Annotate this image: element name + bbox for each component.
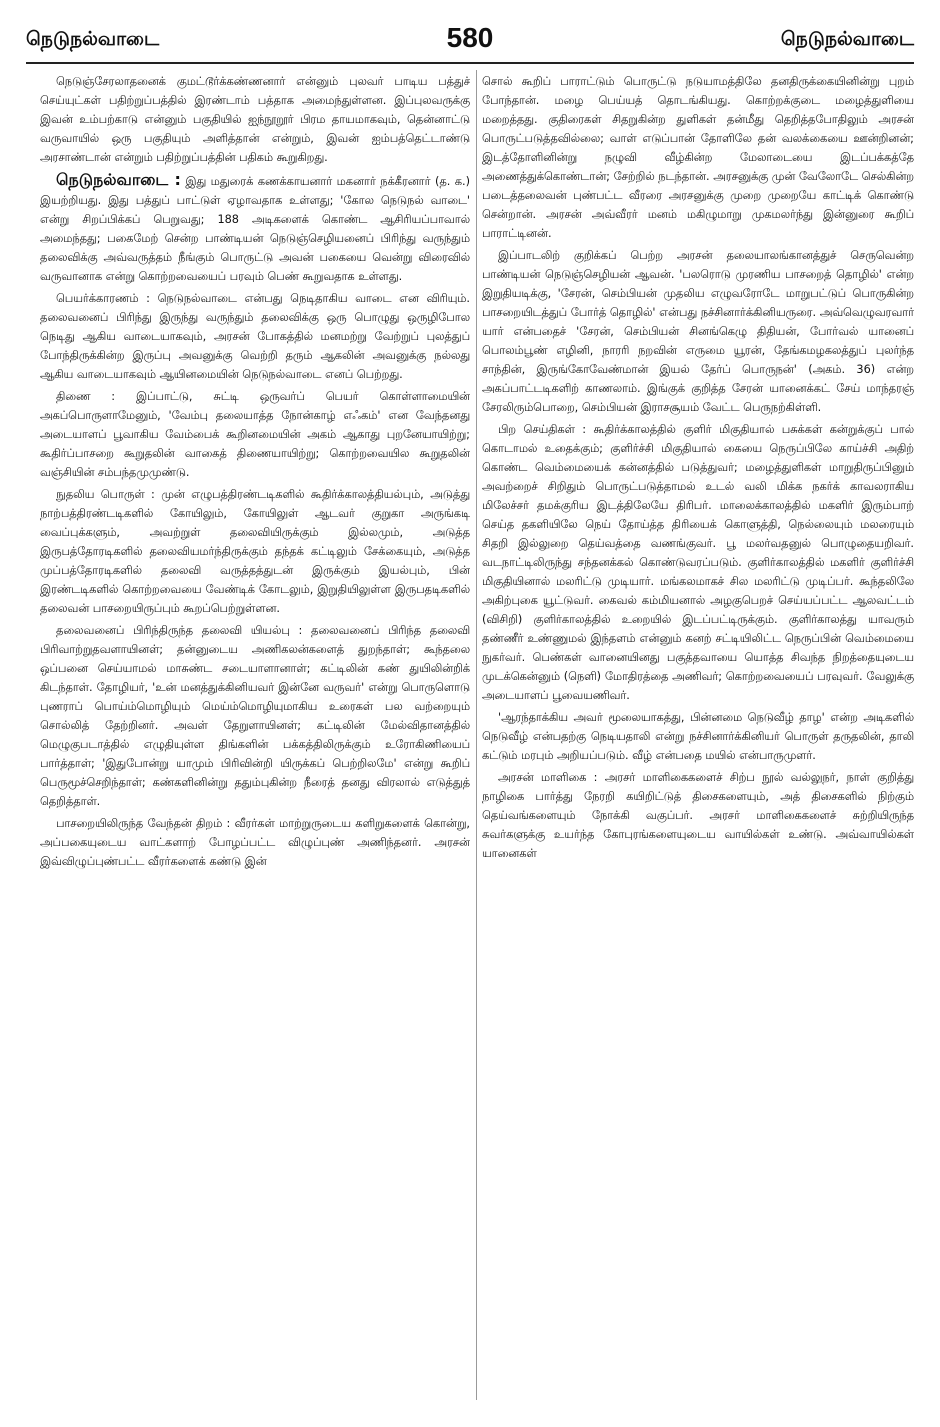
section-paragraph bbox=[40, 170, 470, 286]
running-title-left: நெடுநல்வாடை bbox=[26, 28, 160, 50]
paragraph-text: இது மதுரைக் கணக்காயனார் மகனார் நக்கீரனார் (த. க.) இயற்றியது. இது பத்துப் பாட்டுள் ஏழாவதாக உள்ளது; 'கோல நெடுநல் வாடை' என்று சிறப்பிக்கப் பெறுவது; 188 அடிகளைக் கொண்ட ஆசிரியப்பாவால் அமைந்தது; பகைமேற் சென்ற பாண்டியன் நெடுஞ்செழியனைப் பிரிந்து வருந்தும் தலைவிக்கு அவ்வருத்தம் நீங்கும் பொருட்டு அவன் பகையை வென்று விரைவில் வருவானாக என்று கொற்றவையைப் பரவும் பெண் கூறுவதாக உள்ளது. bbox=[40, 175, 470, 283]
paragraph: தலைவனைப் பிரிந்திருந்த தலைவி யியல்பு : தலைவனைப் பிரிந்த தலைவி பிரிவாற்றுதவளாயினள்; தன்னுடைய அணிகலன்களைத் துறந்தாள்; கூந்தலை ஒப்பனை செய்யாமல் மாசுண்ட சடையாளானாள்; கட்டிலின் கண் துயிலின்றிக் கிடந்தாள். தோழியர், 'உன் மனத்துக்கினியவர் இன்னே வருவர்' என்று பொருளொடு புணராப் பொய்ம்மொழியும் மெய்ம்மொழியுமாகிய உரைகள் பல வற்றையும் சொல்லித் தேற்றினர். அவள் தேறுளாயினள்; கட்டிலின் மேல்விதானத்தில் மெழுகுபடாத்தில் எழுதியுள்ள திங்களின் பக்கத்திலிருக்கும் உரோகிணியைப் பார்த்தாள்; 'இதுபோன்று யாமும் பிரிவின்றி யிருக்கப் பெற்றிலமே' என்று கூறிப் பெருமூச்செறிந்தாள்; கண்களினின்று ததும்புகின்ற நீரைத் தனது விரலால் எடுத்துத் தெறித்தாள். bbox=[40, 624, 470, 808]
paragraph: அரசன் மாளிகை : அரசர் மாளிகைகளைச் சிற்ப நூல் வல்லுநர், நாள் குறித்து நாழிகை பார்த்து நேரறி கயிறிட்டுத் திசைகளையும், அத் திசைகளில் நிற்கும் தெய்வங்களையும் நோக்கி வகுப்பர். அரசர் மாளிகைகளைச் சுற்றியிருந்த சுவர்களுக்கு உயர்ந்த கோபுரங்களையுடைய வாயில்கள் உண்டு. அவ்வாயில்கள் யானைகள் bbox=[482, 771, 914, 860]
paragraph: இப்பாடலிற் குறிக்கப் பெற்ற அரசன் தலையாலங்கானத்துச் செருவென்ற பாண்டியன் நெடுஞ்செழியன் ஆவன். 'பலரொடு முரணிய பாசறைத் தொழில்' என்ற இறுதியடிக்கு, 'சேரன், செம்பியன் முதலிய எழுவரோடே மாறுபட்டுப் பொருகின்ற பாசறையிடத்துப் போர்த் தொழில்' என்பது நச்சினார்க்கினியருரை. அவ்வெழுவரவார் யார் என்பதைச் 'சேரன், செம்பியன் சினங்கெழு திதியன், போர்வல் யானைப் பொலம்பூண் எழினி, நாரரி நறவின் எருமை யூரன், தேங்கமழகலத்துப் புலர்ந்த சாந்தின், இருங்கோவேண்மான் இயல் தேர்ப் பொருநன்' (அகம். 36) என்ற அகப்பாட்டடிகளிற் காணலாம். இங்குக் குறித்த சேரன் யானைக்கட் சேய் மாந்தரஞ் சேரலிரும்பொறை, செம்பியன் இராசசூயம் வேட்ட பெருநற்கிள்ளி. bbox=[482, 249, 914, 414]
header-rule bbox=[26, 62, 914, 64]
left-column bbox=[40, 72, 470, 1412]
quote-paragraph: 'ஆரந்தாக்கிய அவர் மூலையாகத்து, பின்னமை நெடுவீழ் தாழ' என்ற அடிகளில் நெடுவீழ் என்பதற்கு நெடியதாலி என்று நச்சினார்க்கினியர் பொருள் தருதலின், தாலி கட்டும் மரபும் அறியப்படும். வீழ் என்பதை மயில் என்பாருமுளர். bbox=[482, 711, 914, 762]
paragraph: சொல் கூறிப் பாராட்டும் பொருட்டு நடுயாமத்திலே தனதிருக்கையினின்று புறம் போந்தான். மழை பெய்யத் தொடங்கியது. கொற்றக்குடை மழைத்துளியை மறைத்தது. குதிரைகள் சிதறுகின்ற துளிகள் தன்மீது தெறித்தபோதிலும் அரசன் பொருட்படுத்தவில்லை; வாள் எடுப்பான் தோளிலே தன் வலக்கையை ஊன்றினன்; இடத்தோளினின்று நழுவி வீழ்கின்ற மேலாடையை இடப்பக்கத்தே அணைத்துக்கொண்டான்; சேற்றில் நடந்தான். அரசனுக்கு முன் வேலோடே செல்கின்ற படைத்தலைவன் புண்பட்ட வீரரை அரசனுக்கு முறை முறையே காட்டிக் கொண்டு சென்றான். அரசன் அவ்வீரர் மனம் மகிழுமாறு முகமலர்ந்து இன்னுரை கூறிப் பாராட்டினன். bbox=[482, 75, 914, 240]
paragraph: நுதலிய பொருள் : முன் எழுபத்திரண்டடிகளில் கூதிர்க்காலத்தியல்பும், அடுத்து நாற்பத்திரண்டடிகளில் கோயிலும், கோயிலுள் ஆடவர் குறுகா அருங்கடி வைப்புக்களும், அவற்றுள் தலைவியிருக்கும் இல்லமும், அடுத்த இருபத்தோரடிகளில் தலைவியமர்ந்திருக்கும் தந்தக் கட்டிலும் சேக்கையும், அடுத்த முப்பத்தோரடிகளில் தலைவி வருத்தத்துடன் இருக்கும் இயல்பும், பின் இரண்டடிகளில் கொற்றவையை வேண்டிக் கோடலும், இறுதியிலுள்ள இருபதடிகளில் தலைவன் பாசறையிருப்பும் கூறப்பெற்றுள்ளன. bbox=[40, 488, 470, 615]
section-title: நெடுநல்வாடை : bbox=[56, 170, 181, 189]
right-column bbox=[482, 72, 914, 1412]
paragraph: பாசறையிலிருந்த வேந்தன் திறம் : வீரர்கள் மாற்றுருடைய களிறுகளைக் கொன்று, அப்பகையுடைய வாட்களாற் போழப்பட்ட விழுப்புண் அணிந்தனர். அரசன் இவ்விழுப்புண்பட்ட வீரர்களைக் கண்டு இன் bbox=[40, 817, 470, 868]
paragraph: திணை : இப்பாட்டு, சுட்டி ஒருவர்ப் பெயர் கொள்ளாமையின் அகப்பொருளாமேனும், 'வேம்பு தலையாத்த நோன்காழ் எஃகம்' என வேந்தனது அடையாளப் பூவாகிய வேம்பைக் கூறினமையின் அகம் ஆகாது புறனேயாயிற்று; கூதிர்ப்பாசறை கூறுதலின் வாகைத் திணையாயிற்று; கொற்றவையில கூறுதலின் வஞ்சியின் சம்பந்தமுமுண்டு. bbox=[40, 390, 470, 479]
paragraph: பிற செய்திகள் : கூதிர்க்காலத்தில் குளிர் மிகுதியால் பசுக்கள் கன்றுக்குப் பால் கொடாமல் உதைக்கும்; குளிர்ச்சி மிகுதியால் கையை நெருப்பிலே காய்ச்சி அதிற் கொண்ட வெம்மையைக் கன்னத்தில் படுத்துவர்; மழைத்துளிகள் மாறுதிருப்பினும் அவற்றைச் சிறிதும் பொருட்படுத்தாமல் உடல் வலி மிக்க நகர்க் காவலராகிய மிலேச்சர் தமக்குரிய இடத்திலேயே திரிபர். மாலைக்காலத்தில் மகளிர் இரும்பாற் செய்த தகளியிலே நெய் தோய்த்த திரியைக் கொளுத்தி, நெல்லையும் மலரையும் சிதறி இல்லுறை தெய்வத்தை வணங்குவர். பூ மலர்வதனுல் பொழுதையறிவர். வடநாட்டிலிருந்து சந்தனக்கல் கொண்டுவரப்படும். குளிர்காலத்தில் மகளிர் குளிர்ச்சி மிகுதியினால் மலரிட்டு முடியார். மங்கலமாகச் சில மலரிட்டு முடிப்பர். கூந்தலிலே அகிற்புகை யூட்டுவர். கைவல் கம்மியனால் அழகுபெறச் செய்யப்பட்ட ஆலவட்டம் (விசிறி) குளிர்காலத்தில் உறையில் இடப்பட்டிருக்கும். குளிர்காலத்து யாவரும் தண்ணீர் உண்ணுமல் இந்தளம் என்னும் கனற் சட்டியிலிட்ட நெருப்பின் வெம்மையை நுகர்வர். பெண்கள் வானையினது பகுத்தவாயை யொத்த சிவந்த நிறத்தையுடைய முடக்கென்னும் (நெளி) மோதிரத்தை அணிவர்; கொற்றவையைப் பரவுவர். வேலுக்கு அடையாளப் பூவையணிவர். bbox=[482, 423, 914, 702]
page-header bbox=[26, 22, 914, 62]
running-title-right: நெடுநல்வாடை bbox=[780, 28, 914, 50]
column-divider bbox=[476, 70, 477, 1400]
paragraph: நெடுஞ்சேரலாதனைக் குமட்டூர்க்கண்ணனார் என்னும் புலவர் பாடிய பத்துச் செய்யுட்கள் பதிற்றுப்பத்தில் இரண்டாம் பத்தாக அமைந்துள்ளன. இப்புலவருக்கு இவன் உம்பற்காடு என்னும் பகுதியில் ஐந்நூறூர் பிரம தாயமாகவும், தென்னாட்டு வருவாயில் ஒரு பகுதியும் அளித்தான் என்றும், இவன் ஐம்பத்தெட்டாண்டு அரசாண்டான் என்றும் பதிற்றுப்பத்தின் பதிகம் கூறுகிறது. bbox=[40, 75, 470, 164]
page-number: 580 bbox=[446, 22, 494, 53]
paragraph: பெயர்க்காரணம் : நெடுநல்வாடை என்பது நெடிதாகிய வாடை என விரியும். தலைவனைப் பிரிந்து இருந்து வருந்தும் தலைவிக்கு ஒரு பொழுது ஒருழிபோல நெடிது ஆகிய வாடையாகவும், அரசன் போகத்தில் மனமற்று வேற்றுப் புலத்துப் போந்திருக்கின்ற இருப்பு அவனுக்கு வெற்றி தரும் ஆகலின் அவனுக்கு நல்லது ஆகிய வாடையாகவும் ஆயினமையின் நெடுநல்வாடை எனப் பெற்றது. bbox=[40, 292, 470, 381]
